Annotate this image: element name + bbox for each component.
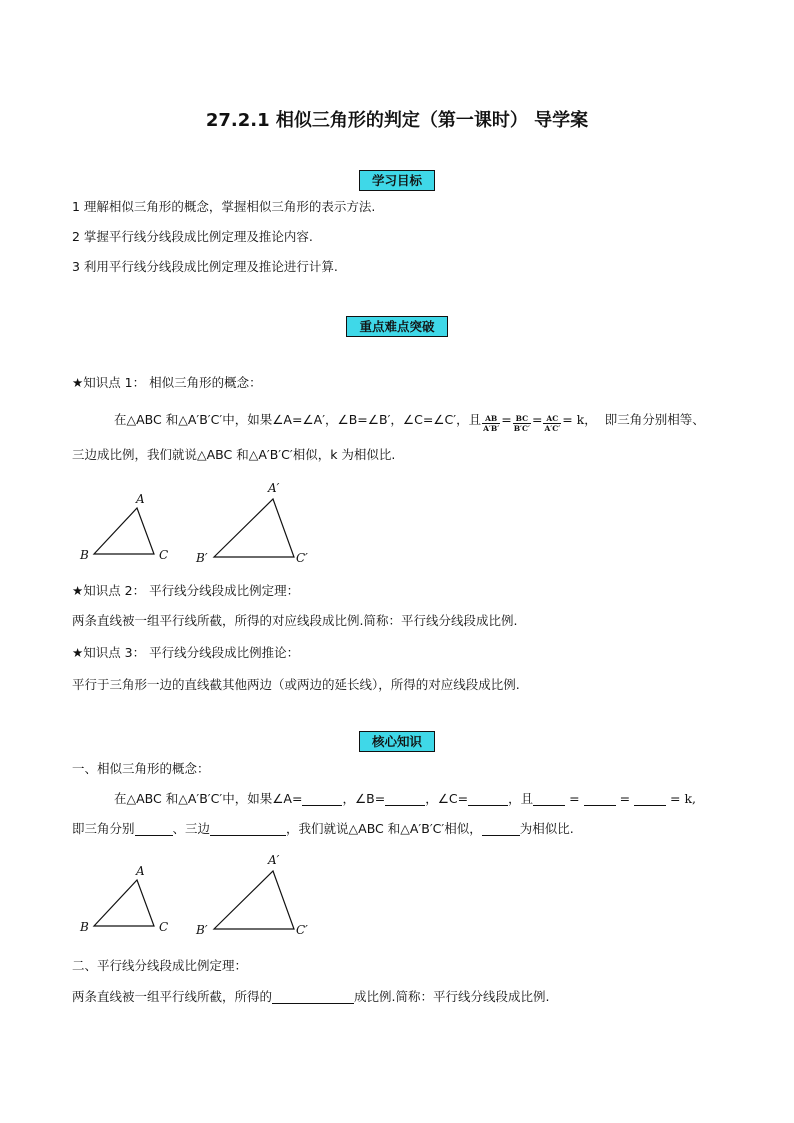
section-heading-key-points — [0, 316, 794, 337]
triangle-a2b2c2 — [214, 499, 294, 557]
kp1-text-part: 即三角分别相等、 — [604, 412, 705, 427]
blank-ratio-2[interactable] — [584, 791, 616, 806]
core-part-1-title: 一、相似三角形的概念： — [72, 761, 210, 776]
knowledge-point-2-text: 两条直线被一组平行线所截，所得的对应线段成比例.简称：平行线分线段成比例. — [72, 613, 518, 628]
objective-item: 3 利用平行线分线段成比例定理及推论进行计算. — [72, 259, 338, 274]
label-a-prime: A′ — [268, 481, 280, 495]
kp1-text-part: 在△ABC 和△A′B′C′中，如果∠A=∠A′，∠B=∠B′，∠C=∠C′，且 — [114, 412, 482, 427]
section-heading-label: 学习目标 — [359, 170, 435, 191]
section-heading-objectives — [0, 170, 794, 191]
triangle-abc — [94, 880, 154, 926]
triangle-abc — [94, 508, 154, 554]
knowledge-point-3-text: 平行于三角形一边的直线截其他两边（或两边的延长线），所得的对应线段成比例. — [72, 677, 520, 692]
page-title: 27.2.1 相似三角形的判定（第一课时） 导学案 — [205, 110, 589, 131]
fraction-ab: $\frac{AB}{A'B'}$ — [483, 414, 500, 433]
blank-ratio-3[interactable] — [634, 791, 666, 806]
label-b: B — [80, 548, 89, 562]
label-b-prime: B′ — [196, 923, 208, 937]
label-a: A — [136, 864, 145, 878]
section-heading-label: 核心知识 — [359, 731, 435, 752]
label-a: A — [136, 492, 145, 506]
knowledge-point-1-text-cont: 三边成比例，我们就说△ABC 和△A′B′C′相似，k 为相似比. — [72, 447, 396, 462]
objective-item: 1 理解相似三角形的概念，掌握相似三角形的表示方法. — [72, 199, 376, 214]
section-heading-label: 重点难点突破 — [346, 316, 447, 337]
blank-ratio-1[interactable] — [533, 791, 565, 806]
core-part-1-line: 在△ABC 和△A′B′C′中，如果∠A= ，∠B= ，∠C= ，且 = = = k, — [114, 791, 697, 806]
blank-sides-proportional[interactable] — [210, 821, 286, 836]
label-c-prime: C′ — [296, 923, 308, 937]
label-b-prime: B′ — [196, 551, 208, 565]
label-c: C — [159, 920, 169, 934]
blank-similarity-ratio[interactable] — [482, 821, 520, 836]
label-c: C — [159, 548, 169, 562]
label-c-prime: C′ — [296, 551, 308, 565]
core-part-1-line2: 即三角分别 、三边 ，我们就说△ABC 和△A′B′C′相似， 为相似比. — [72, 821, 574, 836]
blank-corresponding-segments[interactable] — [272, 989, 354, 1004]
triangle-figure-2 — [76, 852, 336, 937]
fraction-ac: $\frac{AC}{A'C'}$ — [544, 414, 561, 433]
triangle-a2b2c2 — [214, 871, 294, 929]
objective-item: 2 掌握平行线分线段成比例定理及推论内容. — [72, 229, 313, 244]
fraction-bc: $\frac{BC}{B'C'}$ — [513, 414, 530, 433]
knowledge-point-2-title: ★知识点 2： 平行线分线段成比例定理： — [72, 583, 300, 598]
blank-angle-c[interactable] — [468, 791, 508, 806]
triangle-figure-1 — [76, 480, 336, 565]
core-part-2-title: 二、平行线分线段成比例定理： — [72, 958, 248, 973]
core-part-2-text: 两条直线被一组平行线所截，所得的 成比例.简称：平行线分线段成比例. — [72, 989, 550, 1004]
blank-angle-a[interactable] — [302, 791, 342, 806]
label-a-prime: A′ — [268, 853, 280, 867]
blank-angles-equal[interactable] — [135, 821, 173, 836]
label-b: B — [80, 920, 89, 934]
knowledge-point-3-title: ★知识点 3： 平行线分线段成比例推论： — [72, 645, 300, 660]
blank-angle-b[interactable] — [385, 791, 425, 806]
knowledge-point-1-title: ★知识点 1： 相似三角形的概念： — [72, 375, 262, 390]
section-heading-core-knowledge — [0, 731, 794, 752]
knowledge-point-1-text: 在△ABC 和△A′B′C′中，如果∠A=∠A′，∠B=∠B′，∠C=∠C′，且 $\frac{AB}{A'B'}$ = $\frac{BC}{B'C'}$ = $\frac{AC}{A'C'}$ = k， 即三角分别相等、 — [114, 412, 705, 433]
